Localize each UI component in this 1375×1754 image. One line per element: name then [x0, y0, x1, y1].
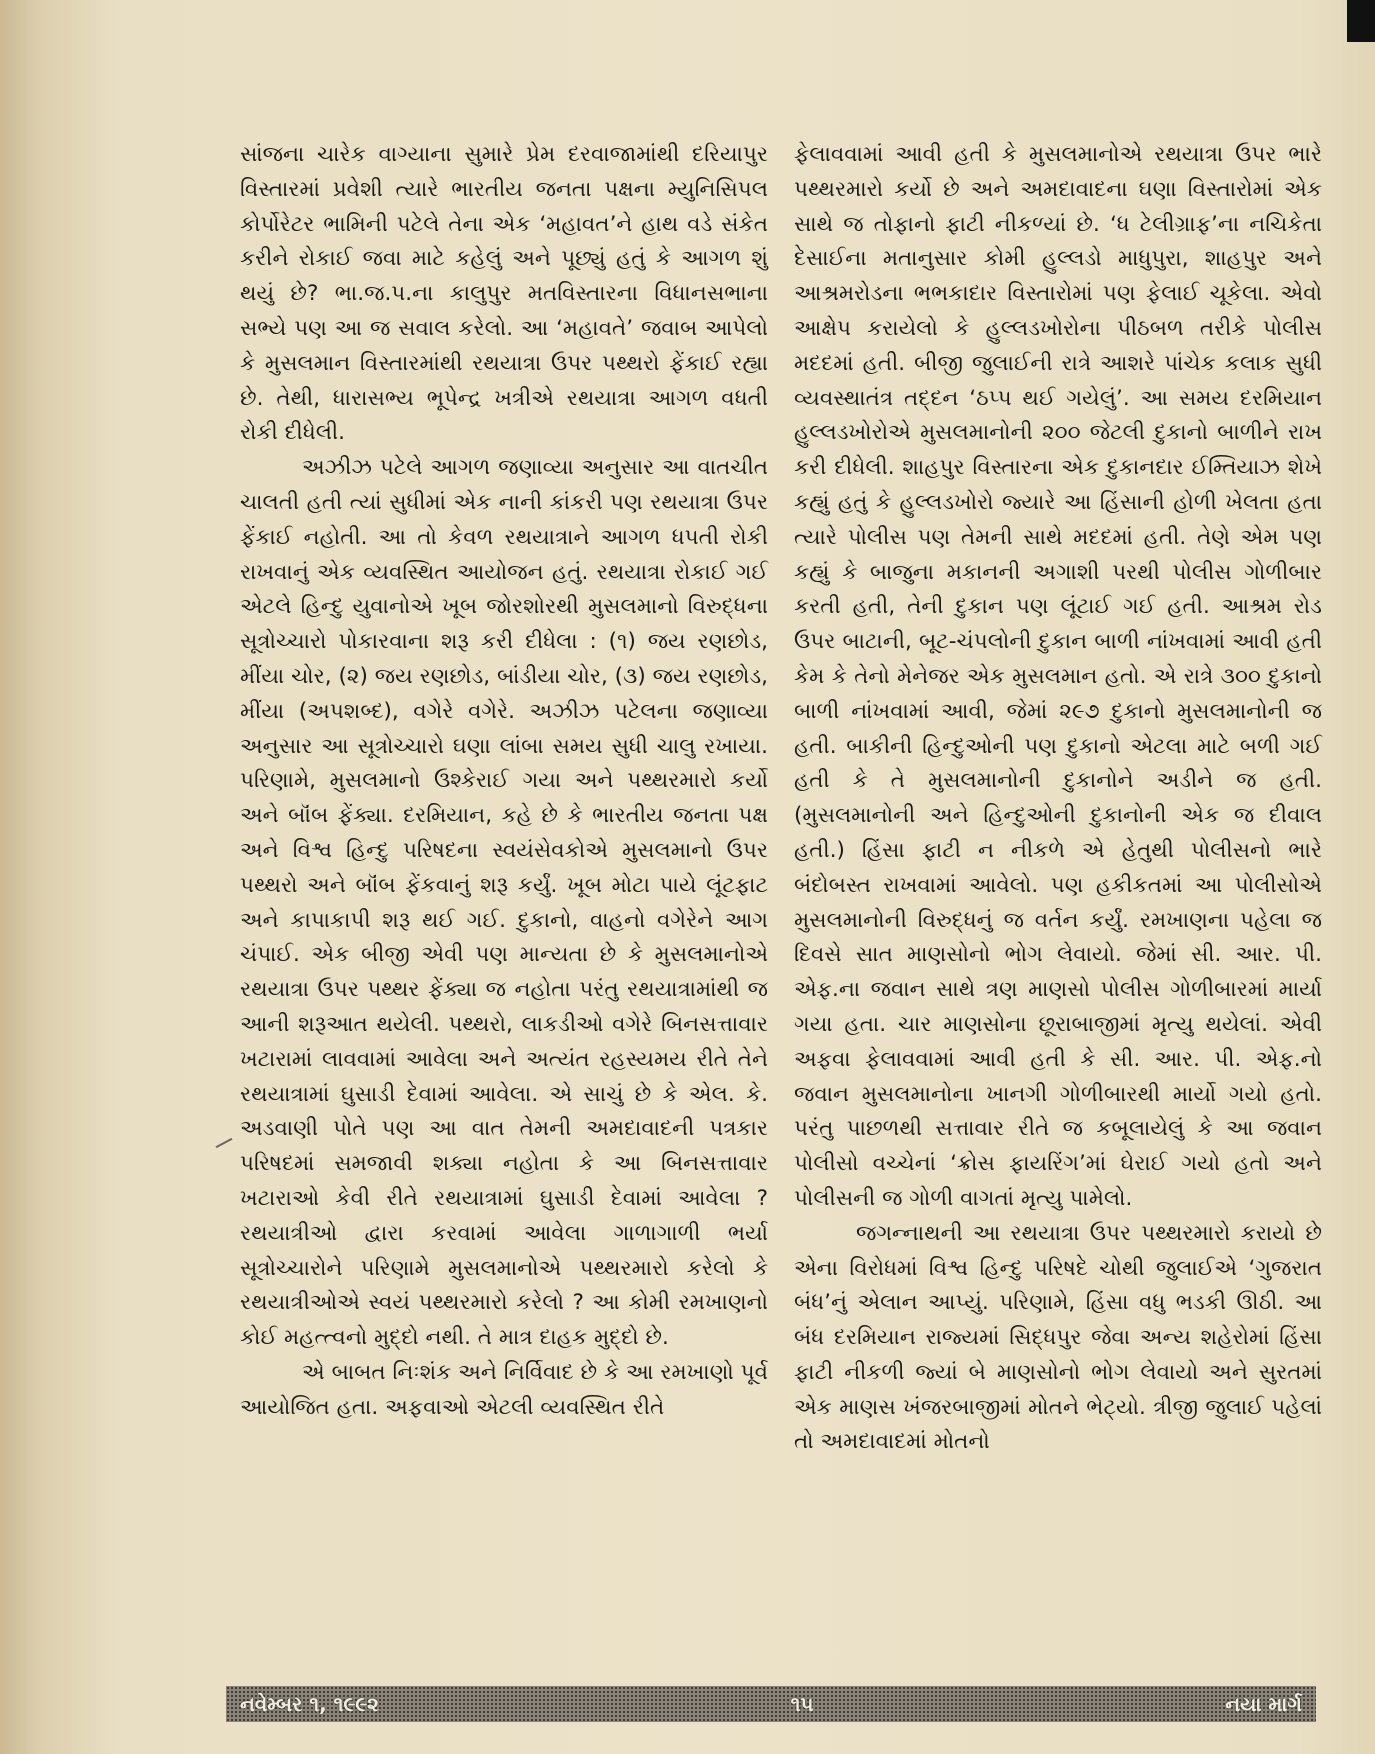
pencil-mark: [216, 1138, 233, 1148]
left-paragraph-2: અઝીઝ પટેલે આગળ જણાવ્યા અનુસાર આ વાતચીત ચાલતી હતી ત્યાં સુધીમાં એક નાની કાંકરી પણ રથયાત્રા ઉપર ફેંકાઈ નહોતી. આ તો કેવળ રથયાત્રાને આગળ ધપતી રોકી રાખવાનું એક વ્યવસ્થિત આયોજન હતું. રથયાત્રા રોકાઈ ગઈ એટલે હિન્દુ યુવાનોએ ખૂબ જોરશોરથી મુસલમાનો વિરુદ્ધના સૂત્રોચ્ચારો પોકારવાના શરૂ કરી દીધેલા : (૧) જય રણછોડ, મીંયા ચોર, (૨) જય રણછોડ, બાંડીયા ચોર, (૩) જય રણછોડ, મીંયા (અપશબ્દ), વગેરે વગેરે. અઝીઝ પટેલના જણાવ્યા અનુસાર આ સૂત્રોચ્ચારો ઘણા લાંબા સમય સુધી ચાલુ રખાયા. પરિણામે, મુસલમાનો ઉશ્કેરાઈ ગયા અને પથ્થરમારો કર્યો અને બૉંબ ફેંક્યા. દરમિયાન, કહે છે કે ભારતીય જનતા પક્ષ અને વિશ્વ હિન્દુ પરિષદના સ્વયંસેવકોએ મુસલમાનો ઉપર પથ્થરો અને બૉંબ ફેંકવાનું શરૂ કર્યું. ખૂબ મોટા પાયે લૂંટફાટ અને કાપાકાપી શરૂ થઈ ગઈ. દુકાનો, વાહનો વગેરેને આગ ચંપાઈ. એક બીજી એવી પણ માન્યતા છે કે મુસલમાનોએ રથયાત્રા ઉપર પથ્થર ફેંક્યા જ નહોતા પરંતુ રથયાત્રામાંથી જ આની શરૂઆત થયેલી. પથ્થરો, લાકડીઓ વગેરે બિનસત્તાવાર ખટારામાં લાવવામાં આવેલા અને અત્યંત રહસ્યમય રીતે તેને રથયાત્રામાં ઘુસાડી દેવામાં આવેલા. એ સાચું છે કે એલ. કે. અડવાણી પોતે પણ આ વાત તેમની અમદાવાદની પત્રકાર પરિષદમાં સમજાવી શક્યા નહોતા કે આ બિનસત્તાવાર ખટારાઓ કેવી રીતે રથયાત્રામાં ઘુસાડી દેવામાં આવેલા ? રથયાત્રીઓ દ્વારા કરવામાં આવેલા ગાળાગાળી ભર્યા સૂત્રોચ્ચારોને પરિણામે મુસલમાનોએ પથ્થરમારો કરેલો કે રથયાત્રીઓએ સ્વયં પથ્થરમારો કરેલો ? આ કોમી રમખાણનો કોઈ મહત્ત્વનો મુદ્દો નથી. તે માત્ર દાહક મુદ્દો છે.: [240, 455, 768, 1351]
right-paragraph-2: જગન્નાથની આ રથયાત્રા ઉપર પથ્થરમારો કરાયો છે એના વિરોધમાં વિશ્વ હિન્દુ પરિષદે ચોથી જુલાઈએ ‘ગુજરાત બંધ’નું એલાન આપ્યું. પરિણામે, હિંસા વધુ ભડકી ઊઠી. આ બંધ દરમિયાન રાજ્યમાં સિદ્ધપુર જેવા અન્ય શહેરોમાં હિંસા ફાટી નીકળી જ્યાં બે માણસોનો ભોગ લેવાયો અને સુરતમાં એક માણસ ખંજરબાજીમાં મોતને ભેટ્યો. ત્રીજી જુલાઈ પહેલાં તો અમદાવાદમાં મોતનો: [794, 1220, 1322, 1455]
page-footer: [226, 1686, 1316, 1722]
left-paragraph-1: સાંજના ચારેક વાગ્યાના સુમારે પ્રેમ દરવાજામાંથી દરિયાપુર વિસ્તારમાં પ્રવેશી ત્યારે ભારતીય જનતા પક્ષના મ્યુનિસિપલ કોર્પોરેટર ભામિની પટેલે તેના એક ‘મહાવત’ને હાથ વડે સંકેત કરીને રોકાઈ જવા માટે કહેલું અને પૂછ્યું હતું કે આગળ શું થયું છે? ભા.જ.પ.ના કાલુપુર મતવિસ્તારના વિધાનસભાના સભ્યે પણ આ જ સવાલ કરેલો. આ ‘મહાવતે’ જવાબ આપેલો કે મુસલમાન વિસ્તારમાંથી રથયાત્રા ઉપર પથ્થરો ફેંકાઈ રહ્યા છે. તેથી, ધારાસભ્ય ભૂપેન્દ્ર ખત્રીએ રથયાત્રા આગળ વધતી રોકી દીધેલી.: [240, 142, 768, 446]
footer-publication: નયા માર્ગ: [1225, 1692, 1302, 1716]
right-paragraph-1: ફેલાવવામાં આવી હતી કે મુસલમાનોએ રથયાત્રા ઉપર ભારે પથ્થરમારો કર્યો છે અને અમદાવાદના ઘણા વિસ્તારોમાં એક સાથે જ તોફાનો ફાટી નીકળ્યાં છે. ‘ધ ટેલીગ્રાફ’ના નચિકેતા દેસાઈના મતાનુસાર કોમી હુલ્લડો માધુપુરા, શાહપુર અને આશ્રમરોડના ભભકાદાર વિસ્તારોમાં પણ ફેલાઈ ચૂકેલા. એવો આક્ષેપ કરાયેલો કે હુલ્લડખોરોના પીઠબળ તરીકે પોલીસ મદદમાં હતી. બીજી જુલાઈની રાત્રે આશરે પાંચેક કલાક સુધી વ્યવસ્થાતંત્ર તદ્દન ‘ઠપ્પ થઈ ગયેલું’. આ સમય દરમિયાન હુલ્લડખોરોએ મુસલમાનોની ૨૦૦ જેટલી દુકાનો બાળીને રાખ કરી દીધેલી. શાહપુર વિસ્તારના એક દુકાનદાર ઈમ્તિયાઝ શેખે કહ્યું હતું કે હુલ્લડખોરો જ્યારે આ હિંસાની હોળી ખેલતા હતા ત્યારે પોલીસ પણ તેમની સાથે મદદમાં હતી. તેણે એમ પણ કહ્યું કે બાજુના મકાનની અગાશી પરથી પોલીસ ગોળીબાર કરતી હતી, તેની દુકાન પણ લૂંટાઈ ગઈ હતી. આશ્રમ રોડ ઉપર બાટાની, બૂટ-ચંપલોની દુકાન બાળી નાંખવામાં આવી હતી કેમ કે તેનો મેનેજર એક મુસલમાન હતો. એ રાત્રે ૩૦૦ દુકાનો બાળી નાંખવામાં આવી, જેમાં ૨૯૭ દુકાનો મુસલમાનોની જ હતી. બાકીની હિન્દુઓની પણ દુકાનો એટલા માટે બળી ગઈ હતી કે તે મુસલમાનોની દુકાનોને અડીને જ હતી. (મુસલમાનોની અને હિન્દુઓની દુકાનોની એક જ દીવાલ હતી.) હિંસા ફાટી ન નીકળે એ હેતુથી પોલીસનો ભારે બંદોબસ્ત રાખવામાં આવેલો. પણ હકીકતમાં આ પોલીસોએ મુસલમાનોની વિરુદ્ધનું જ વર્તન કર્યું. રમખાણના પહેલા જ દિવસે સાત માણસોનો ભોગ લેવાયો. જેમાં સી. આર. પી. એફ.ના જવાન સાથે ત્રણ માણસો પોલીસ ગોળીબારમાં માર્યા ગયા હતા. ચાર માણસોના છૂરાબાજીમાં મૃત્યુ થયેલાં. એવી અફવા ફેલાવવામાં આવી હતી કે સી. આર. પી. એફ.નો જવાન મુસલમાનોના ખાનગી ગોળીબારથી માર્યો ગયો હતો. પરંતુ પાછળથી સત્તાવાર રીતે જ કબૂલાયેલું કે આ જવાન પોલીસો વચ્ચેનાં ‘ક્રોસ ફાયરિંગ’માં ઘેરાઈ ગયો હતો અને પોલીસની જ ગોળી વાગતાં મૃત્યુ પામેલો.: [794, 142, 1322, 1211]
page-edge-tab: [1347, 0, 1375, 42]
left-paragraph-3: એ બાબત નિઃશંક અને નિર્વિવાદ છે કે આ રમખાણો પૂર્વ આયોજિત હતા. અફવાઓ એટલી વ્યવસ્થિત રીતે: [240, 1359, 768, 1420]
right-column: [794, 138, 1322, 1460]
footer-date: નવેમ્બર ૧, ૧૯૯૨: [240, 1692, 379, 1716]
left-column: [240, 138, 768, 1425]
footer-page-number: ૧૫: [790, 1692, 814, 1716]
